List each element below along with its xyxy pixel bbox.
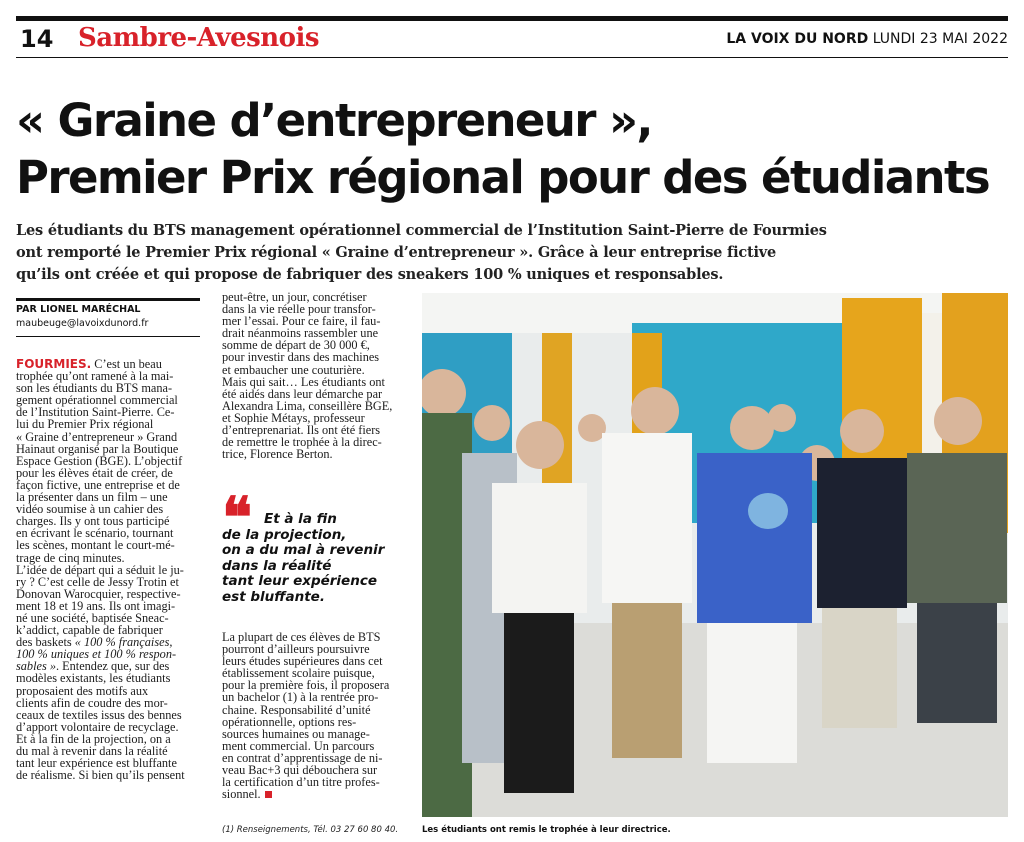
masthead bbox=[726, 31, 1008, 47]
newspaper-name: LA VOIX DU NORD bbox=[726, 31, 869, 47]
body-line: sionnel. bbox=[222, 788, 410, 800]
body-line: Espace Gestion (BGE). L’objectif bbox=[16, 453, 183, 468]
body-line: établissement scolaire puisque, bbox=[222, 666, 375, 681]
body-line: L’idée de départ qui a séduit le ju- bbox=[16, 562, 184, 577]
headline-line-2: Premier Prix régional pour des étudiants bbox=[16, 151, 990, 204]
headline-line-1: « Graine d’entrepreneur », bbox=[16, 94, 652, 147]
pull-quote-text bbox=[222, 512, 384, 605]
body-line: ment 18 et 19 ans. Ils ont imagi- bbox=[16, 598, 176, 613]
body-line: pourront d’ailleurs poursuivre bbox=[222, 642, 370, 657]
body-line: sables ». Entendez que, sur des bbox=[16, 659, 170, 674]
body-line: de remettre le trophée à la direc- bbox=[222, 435, 382, 450]
body-line: charges. Ils y ont tous participé bbox=[16, 514, 170, 529]
body-line: en contrat d’apprentissage de ni- bbox=[222, 750, 383, 765]
body-line: et Sophie Métays, professeur bbox=[222, 410, 365, 425]
body-line: mer l’essai. Pour ce faire, il fau- bbox=[222, 314, 381, 329]
body-line: clients afin de coudre des mor- bbox=[16, 695, 168, 710]
body-line: peut-être, un jour, concrétiser bbox=[222, 290, 367, 304]
article-column-3 bbox=[222, 631, 410, 800]
body-line: La plupart de ces élèves de BTS bbox=[222, 630, 381, 644]
body-line: de réalisme. Si bien qu’ils pensent bbox=[16, 768, 185, 783]
body-line: k’addict, capable de fabriquer bbox=[16, 623, 163, 638]
body-line: pour la première fois, il proposera bbox=[222, 678, 390, 693]
byline-rule-bottom bbox=[16, 336, 200, 337]
footnote: (1) Renseignements, Tél. 03 27 60 80 40. bbox=[222, 825, 399, 835]
section-title: Sambre-Avesnois bbox=[78, 23, 320, 53]
standfirst-line: Les étudiants du BTS management opérationnel commercial de l’Institution Saint-Pierre de Fourmies bbox=[16, 222, 827, 239]
body-line: né une société, baptisée Sneac- bbox=[16, 610, 169, 625]
article-headline bbox=[16, 92, 1008, 206]
article-column-2 bbox=[222, 291, 410, 460]
body-line: vidéo soumise à un cahier des bbox=[16, 502, 164, 517]
body-line: façon fictive, une entreprise et de bbox=[16, 477, 180, 492]
body-line: la certification d’un titre profes- bbox=[222, 775, 380, 790]
body-line: Et à la fin de la projection, on a bbox=[16, 731, 171, 746]
body-line: Mais qui sait… Les étudiants ont bbox=[222, 374, 385, 389]
body-line: Donovan Warocquier, respective- bbox=[16, 586, 181, 601]
body-line: d’entreprenariat. Ils ont été fiers bbox=[222, 423, 381, 438]
pull-quote bbox=[222, 485, 412, 618]
body-line: ceaux de textiles issus des bennes bbox=[16, 707, 182, 722]
quote-line: Et à la fin bbox=[264, 511, 337, 527]
body-line: somme de départ de 30 000 €, bbox=[222, 338, 370, 353]
body-line: « Graine d’entrepreneur » Grand bbox=[16, 429, 178, 444]
body-line: ry ? C’est celle de Jessy Trotin et bbox=[16, 574, 179, 589]
body-line: dans la vie réelle pour transfor- bbox=[222, 302, 376, 317]
quote-line: tant leur expérience bbox=[222, 573, 377, 589]
photo-caption: Les étudiants ont remis le trophée à leur directrice. bbox=[422, 825, 671, 835]
group-photo-illustration bbox=[422, 293, 1008, 817]
body-line: pour investir dans des machines bbox=[222, 350, 380, 365]
body-line: chaine. Responsabilité d’unité bbox=[222, 702, 371, 717]
body-line: pour les élèves était de créer, de bbox=[16, 465, 173, 480]
body-line: veau Bac+3 qui débouchera sur bbox=[222, 763, 378, 778]
body-line: Hainaut organisé par la Boutique bbox=[16, 441, 179, 456]
body-line: proposaient des motifs aux bbox=[16, 683, 149, 698]
body-line: ment commercial. Un parcours bbox=[222, 738, 375, 753]
standfirst-line: qu’ils ont créée et qui propose de fabriquer des sneakers 100 % uniques et responsables. bbox=[16, 266, 724, 283]
body-line: des baskets « 100 % françaises, bbox=[16, 635, 173, 650]
dateline: FOURMIES. bbox=[16, 357, 92, 371]
page-header bbox=[16, 16, 1008, 58]
body-line: la présenter dans un film – une bbox=[16, 490, 168, 505]
body-line: modèles existants, les étudiants bbox=[16, 671, 171, 686]
body-line: tant leur expérience est bluffante bbox=[16, 756, 177, 771]
article-column-1 bbox=[16, 358, 202, 781]
body-line: en écrivant le scénario, tournant bbox=[16, 526, 174, 541]
page-number: 14 bbox=[20, 25, 54, 53]
body-line: gement opérationnel commercial bbox=[16, 393, 178, 408]
body-line: leurs études supérieures dans cet bbox=[222, 654, 383, 669]
body-line: de l’Institution Saint-Pierre. Ce- bbox=[16, 405, 175, 420]
issue-date: LUNDI 23 MAI 2022 bbox=[872, 31, 1008, 47]
body-line: été aidés dans leur démarche par bbox=[222, 386, 383, 401]
end-mark-icon bbox=[265, 791, 272, 798]
article-standfirst bbox=[16, 220, 1006, 286]
article-photo bbox=[422, 293, 1008, 817]
body-line: sources humaines ou manage- bbox=[222, 726, 370, 741]
quote-line: est bluffante. bbox=[222, 588, 325, 605]
body-line: Alexandra Lima, conseillère BGE, bbox=[222, 398, 393, 413]
standfirst-line: ont remporté le Premier Prix régional « Graine d’entrepreneur ». Grâce à leur entreprise fictive bbox=[16, 244, 777, 261]
byline-rule-top bbox=[16, 298, 200, 301]
body-line: trice, Florence Berton. bbox=[222, 447, 333, 462]
body-line: du mal à revenir dans la réalité bbox=[16, 744, 168, 758]
quote-mark-icon: ❝ bbox=[222, 485, 253, 551]
body-line: son les étudiants du BTS mana- bbox=[16, 381, 173, 396]
body-line: trophée qu’ont ramené à la mai- bbox=[16, 369, 174, 384]
body-line: et embaucher une couturière. bbox=[222, 362, 365, 377]
byline-email[interactable]: maubeuge@lavoixdunord.fr bbox=[16, 318, 149, 329]
body-line: FOURMIES. C’est un beau bbox=[16, 357, 162, 371]
quote-line: de la projection, bbox=[222, 526, 347, 543]
byline-author: PAR LIONEL MARÉCHAL bbox=[16, 304, 141, 315]
quote-line: on a du mal à revenir bbox=[222, 542, 385, 558]
body-line: lui du Premier Prix régional bbox=[16, 417, 154, 432]
body-line: les scènes, montant le court-mé- bbox=[16, 538, 175, 553]
body-line: 100 % uniques et 100 % respon- bbox=[16, 647, 177, 662]
quote-line: dans la réalité bbox=[222, 557, 332, 574]
body-line: un bachelor (1) à la rentrée pro- bbox=[222, 690, 379, 705]
body-line: opérationnelle, options res- bbox=[222, 714, 357, 729]
body-line: trage de cinq minutes. bbox=[16, 550, 125, 565]
body-line: d’apport volontaire de recyclage. bbox=[16, 719, 179, 734]
body-line: drait néanmoins rassembler une bbox=[222, 326, 379, 341]
